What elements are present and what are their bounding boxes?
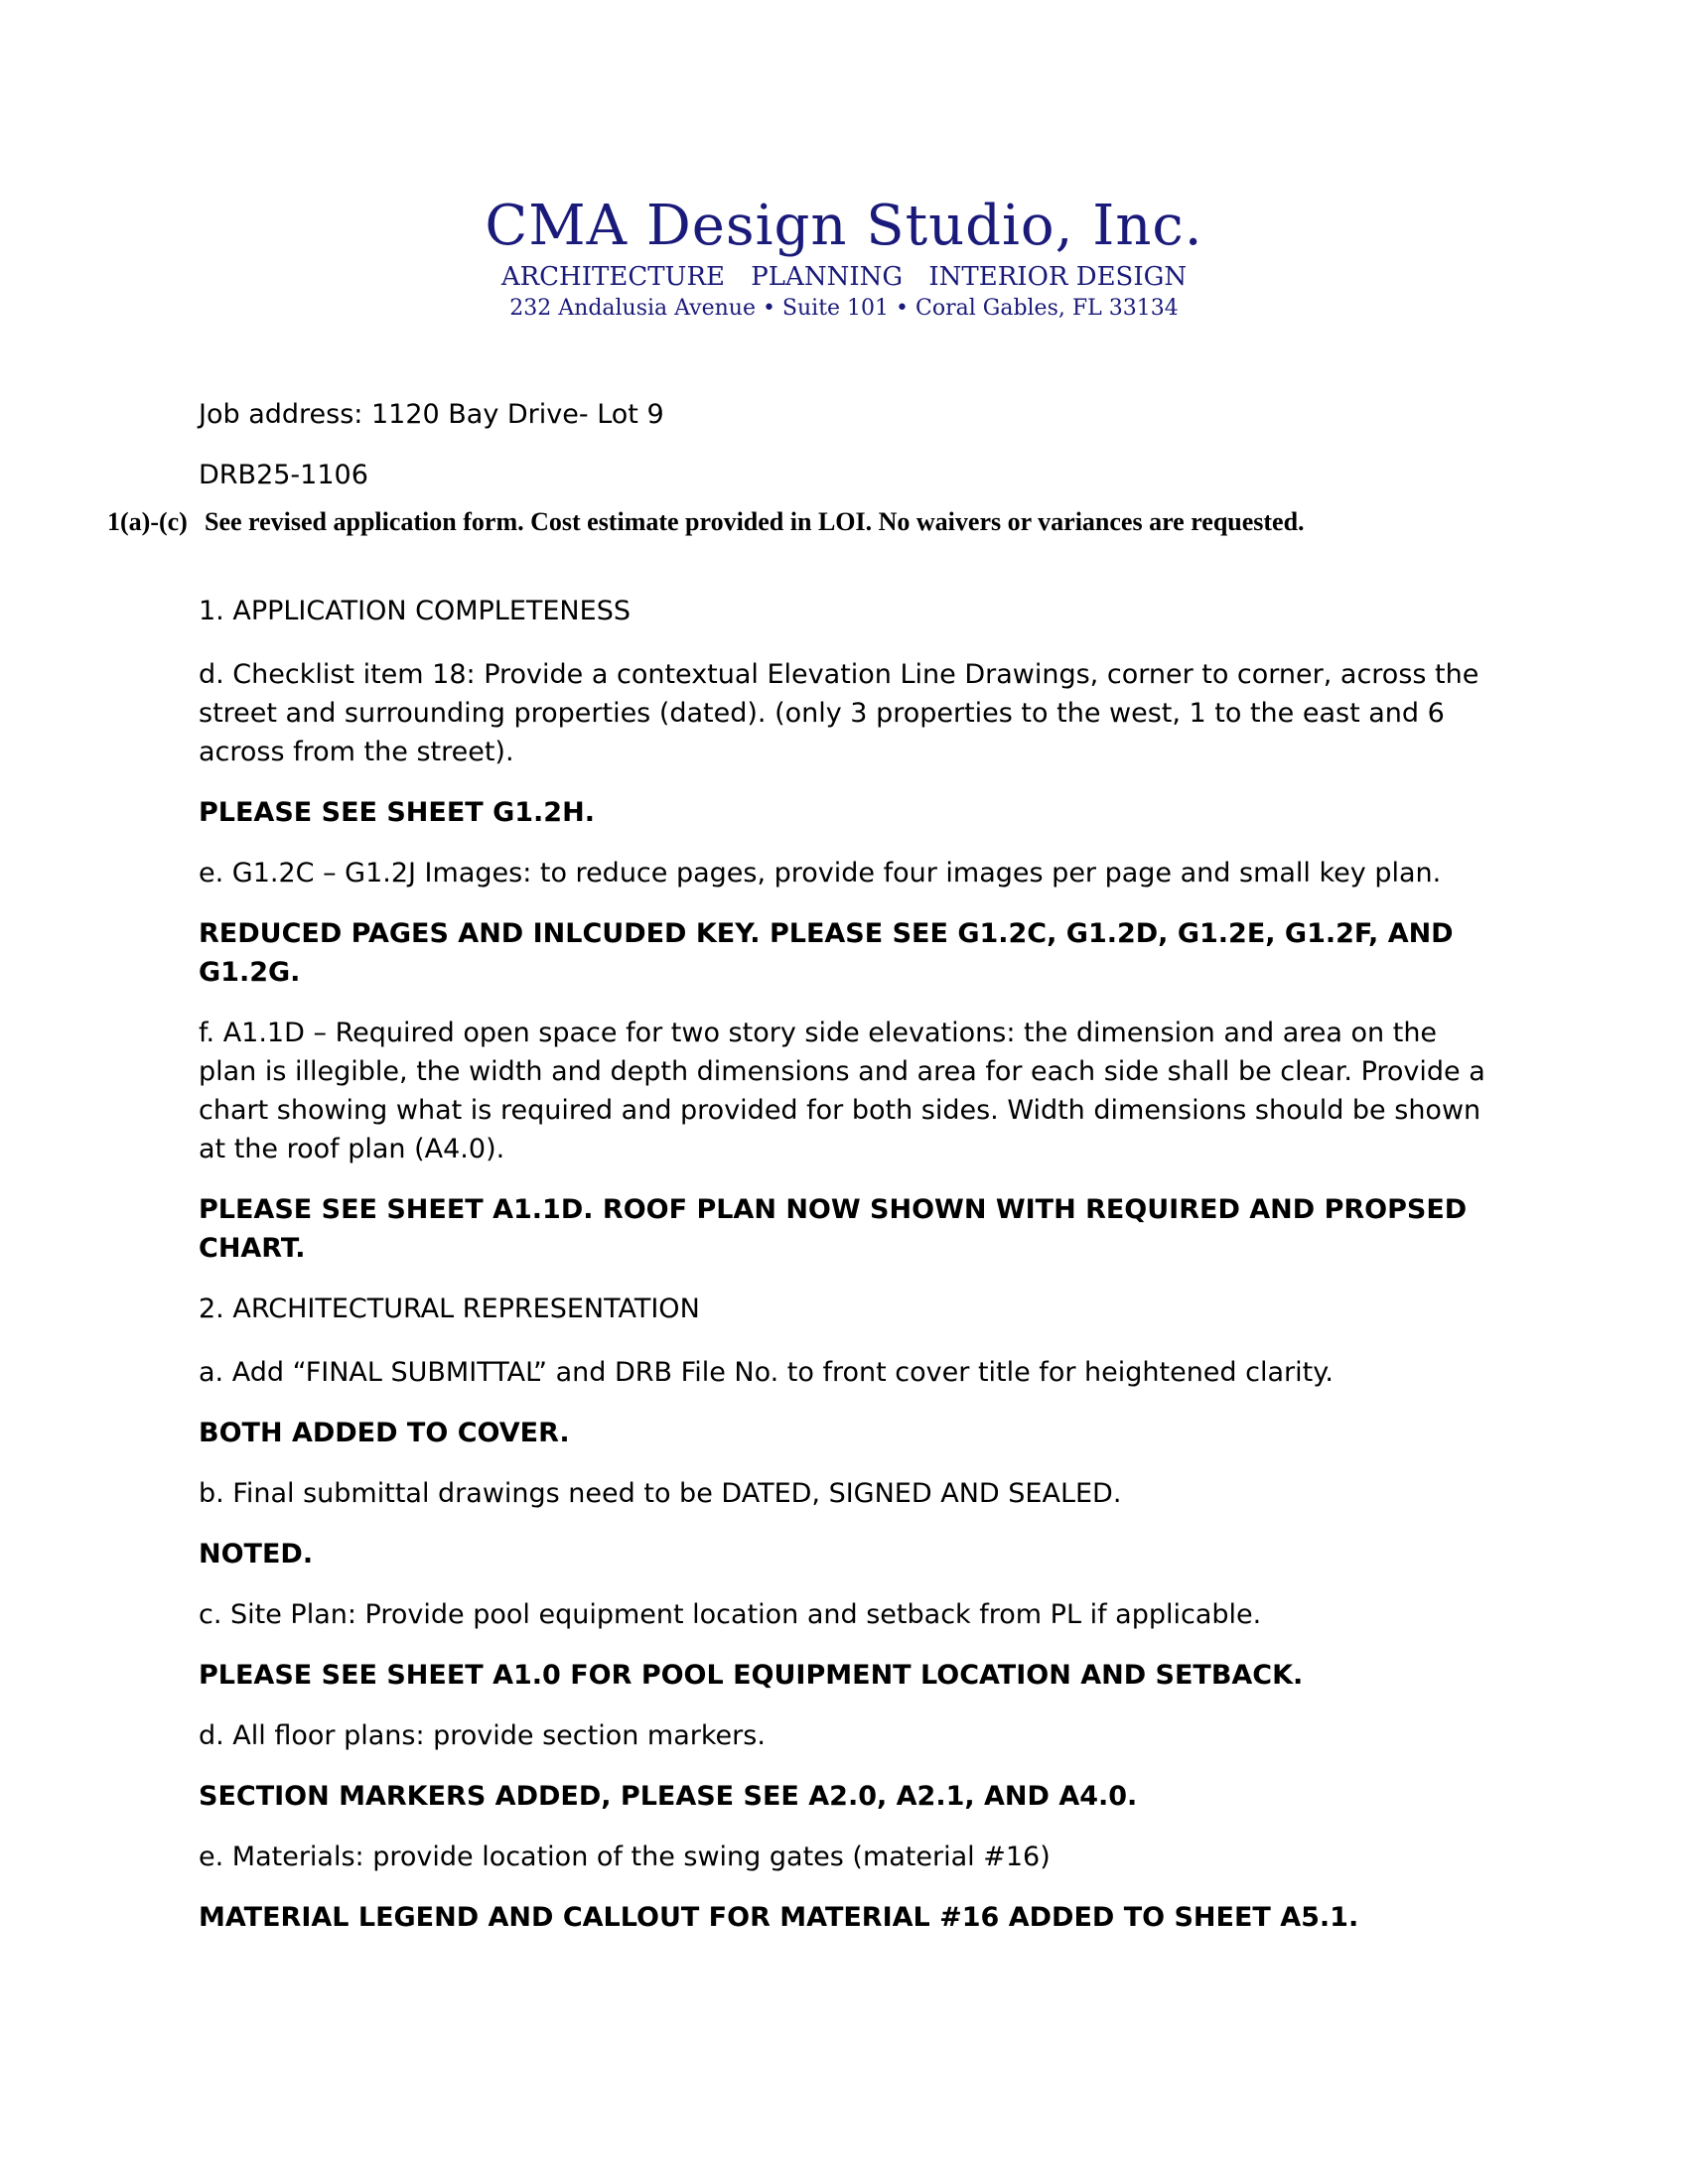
response-text: SECTION MARKERS ADDED, PLEASE SEE A2.0, A2.1, AND A4.0. — [199, 1781, 1138, 1812]
job-address: Job address: 1120 Bay Drive- Lot 9 — [199, 399, 664, 430]
application-note — [107, 504, 1597, 540]
service-planning: PLANNING — [751, 262, 904, 292]
comment-text: e. G1.2C – G1.2J Images: to reduce pages, provide four images per page and small key plan. — [199, 858, 1442, 888]
section-heading: 2. ARCHITECTURAL REPRESENTATION — [199, 1294, 700, 1324]
company-services — [0, 261, 1688, 293]
response-text: PLEASE SEE SHEET A1.1D. ROOF PLAN NOW SHOWN WITH REQUIRED AND PROPSED CHART. — [199, 1194, 1468, 1264]
comment-text: b. Final submittal drawings need to be DATED, SIGNED AND SEALED. — [199, 1478, 1122, 1509]
company-address: 232 Andalusia Avenue • Suite 101 • Coral Gables, FL 33134 — [509, 296, 1179, 321]
service-interior-design: INTERIOR DESIGN — [928, 262, 1188, 292]
comment-text: d. All floor plans: provide section markers. — [199, 1720, 766, 1751]
service-architecture: ARCHITECTURE — [500, 262, 726, 292]
comment-text: c. Site Plan: Provide pool equipment location and setback from PL if applicable. — [199, 1599, 1262, 1630]
section-heading: 1. APPLICATION COMPLETENESS — [199, 596, 631, 626]
company-name: CMA Design Studio, Inc. — [485, 194, 1203, 258]
response-text: PLEASE SEE SHEET A1.0 FOR POOL EQUIPMENT LOCATION AND SETBACK. — [199, 1660, 1304, 1691]
letterhead — [0, 194, 1688, 323]
comments-list — [199, 592, 1499, 1959]
response-text: BOTH ADDED TO COVER. — [199, 1418, 570, 1448]
note-label: 1(a)-(c) — [107, 507, 188, 536]
note-text: See revised application form. Cost estimate provided in LOI. No waivers or variances are requested. — [205, 507, 1305, 536]
comment-text: f. A1.1D – Required open space for two story side elevations: the dimension and area on the plan is illegible, the width and depth dimensions and area for each side shall be clear. Provide a chart showing what is required and provided for both sides. Width dimensions should be shown at the roof plan (A4.0). — [199, 1018, 1485, 1164]
response-text: PLEASE SEE SHEET G1.2H. — [199, 797, 595, 828]
response-text: MATERIAL LEGEND AND CALLOUT FOR MATERIAL #16 ADDED TO SHEET A5.1. — [199, 1902, 1359, 1933]
job-info — [199, 395, 1499, 516]
comment-text: e. Materials: provide location of the swing gates (material #16) — [199, 1842, 1051, 1872]
comment-text: d. Checklist item 18: Provide a contextual Elevation Line Drawings, corner to corner, across the street and surrounding properties (dated). (only 3 properties to the west, 1 to the east and 6 across from the street). — [199, 659, 1479, 767]
comment-text: a. Add “FINAL SUBMITTAL” and DRB File No. to front cover title for heightened clarity. — [199, 1357, 1334, 1388]
response-text: REDUCED PAGES AND INLCUDED KEY. PLEASE SEE G1.2C, G1.2D, G1.2E, G1.2F, AND G1.2G. — [199, 918, 1454, 988]
response-text: NOTED. — [199, 1539, 314, 1570]
drb-file-number: DRB25-1106 — [199, 460, 368, 490]
